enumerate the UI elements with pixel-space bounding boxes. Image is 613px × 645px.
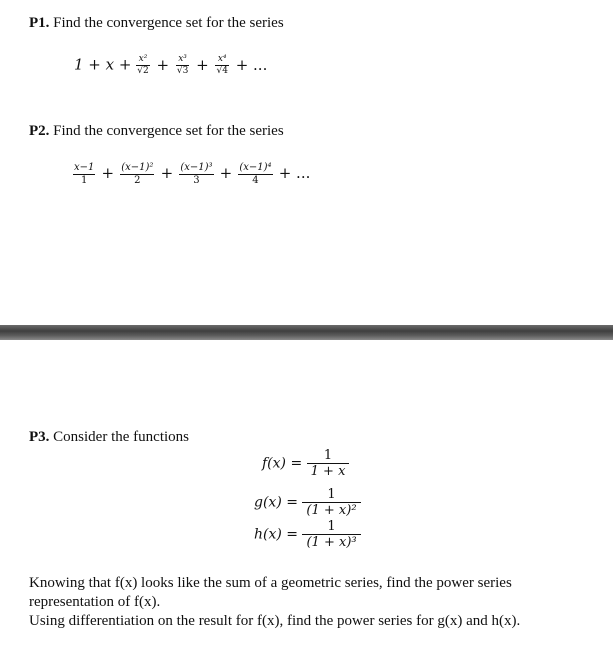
instruction-line: representation of f(x). [29, 594, 161, 610]
page-divider [0, 325, 613, 340]
function-lhs: f(x) = [262, 455, 303, 472]
series-term: $\frac{\text{(x−1)²}}{2}$ [121, 162, 154, 186]
function-h [254, 520, 361, 549]
function-g [254, 488, 361, 517]
instruction-line: Using differentiation on the result for f(x), find the power series for g(x) and h(x). [29, 613, 521, 629]
function-lhs: h(x) = [254, 526, 299, 543]
function-fraction: $\frac{1}{1 + x}$ [307, 449, 350, 478]
series-lead: 1 + x + [74, 55, 132, 74]
plus-operator: + [219, 164, 233, 182]
problem-3-text: Consider the functions [53, 429, 189, 445]
problem-1-label: P1. [29, 15, 50, 31]
problem-2-text: Find the convergence set for the series [53, 123, 284, 139]
problem-2-label: P2. [29, 123, 50, 139]
instruction-line: Knowing that f(x) looks like the sum of a geometric series, find the power series [29, 575, 512, 591]
problem-1-series [74, 55, 269, 76]
problem-3-instructions [29, 574, 604, 631]
plus-operator: + [160, 164, 174, 182]
plus-operator: + [101, 164, 115, 182]
function-fraction: $\frac{1}{\text{(1 + x)²}}$ [302, 488, 360, 517]
function-lhs: g(x) = [254, 494, 298, 511]
problem-1-heading [29, 15, 284, 32]
function-f [262, 449, 349, 478]
plus-operator: + [196, 55, 209, 74]
problem-3-label: P3. [29, 429, 50, 445]
series-tail: + ... [235, 55, 268, 74]
series-term: $\frac{\text{(x−1)⁴}}{4}$ [239, 162, 272, 186]
series-term: $\frac{\text{x³}}{√3}$ [176, 54, 189, 76]
series-tail: + ... [278, 164, 311, 182]
problem-1-text: Find the convergence set for the series [53, 15, 284, 31]
series-term: $\frac{\text{(x−1)³}}{3}$ [180, 162, 213, 186]
function-fraction: $\frac{1}{\text{(1 + x)³}}$ [302, 520, 360, 549]
problem-2-series [73, 163, 312, 186]
series-term: $\frac{\text{x⁴}}{√4}$ [216, 54, 228, 76]
series-term: $\frac{\text{x²}}{√2}$ [137, 54, 149, 76]
series-term: $\frac{x-1}{1}$ [74, 162, 95, 186]
problem-3-heading [29, 429, 189, 446]
plus-operator: + [156, 55, 170, 74]
problem-2-heading [29, 123, 284, 140]
